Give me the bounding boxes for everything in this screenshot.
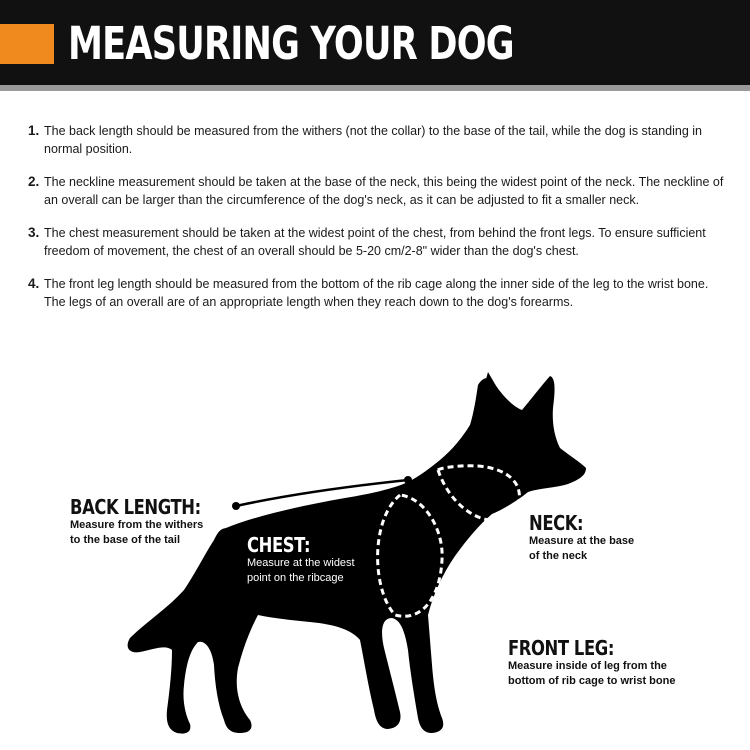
step-text: The chest measurement should be taken at the widest point of the chest, from behind the front legs. To ensure sufficient freedom of movement, the chest of an overall should be 5-20 cm/2-8" wider than the dog's chest.: [44, 226, 706, 258]
front-leg-label: [508, 637, 675, 689]
neck-desc-line2: of the neck: [529, 550, 588, 562]
front-leg-desc-line2: bottom of rib cage to wrist bone: [508, 675, 676, 687]
page-title: MEASURING YOUR DOG: [68, 17, 514, 70]
step-text: The back length should be measured from the withers (not the collar) to the base of the tail, while the dog is standing in normal position.: [44, 124, 703, 156]
front-leg-heading: FRONT LEG:: [508, 636, 614, 660]
chest-desc-line2: point on the ribcage: [247, 572, 344, 584]
step-number: 4.: [28, 276, 40, 291]
chest-label: [247, 534, 355, 586]
step-text: The neckline measurement should be taken at the base of the neck, this being the widest point of the neck. The neckline of an overall can be larger than the circumference of the dog's neck, as it can be adjusted to fit a smaller neck.: [44, 175, 724, 207]
step-number: 2.: [28, 174, 40, 189]
back-length-desc-line2: to the base of the tail: [70, 534, 181, 546]
back-length-desc-line1: Measure from the withers: [70, 519, 204, 531]
step-text: The front leg length should be measured from the bottom of the rib cage along the inner side of the leg to the wrist bone. The legs of an overall are of an appropriate length when they reach down to the dog's forearms.: [44, 277, 709, 309]
back-length-heading: BACK LENGTH:: [70, 495, 201, 519]
neck-desc-line1: Measure at the base: [529, 535, 635, 547]
step-number: 3.: [28, 225, 40, 240]
back-length-label: [70, 496, 229, 548]
step-number: 1.: [28, 123, 40, 138]
neck-label: [529, 512, 634, 564]
chest-heading: CHEST:: [247, 533, 311, 557]
neck-heading: NECK:: [529, 511, 584, 535]
chest-desc-line1: Measure at the widest: [247, 557, 355, 569]
front-leg-desc-line1: Measure inside of leg from the: [508, 660, 667, 672]
